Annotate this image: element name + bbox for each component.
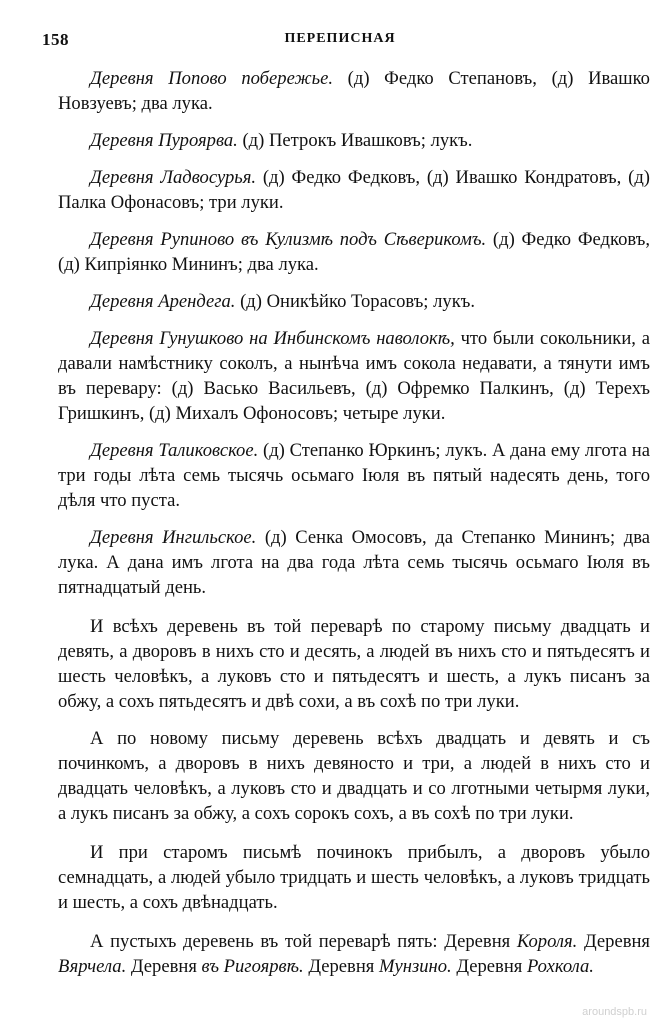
body-text xyxy=(58,66,650,991)
italic-text-segment: Деревня Попово побережье. xyxy=(90,68,334,89)
paragraph xyxy=(58,726,650,826)
text-segment: (д) Оникѣйко Торасовъ; лукъ. xyxy=(235,291,475,312)
paragraph xyxy=(58,289,650,314)
paragraph xyxy=(58,66,650,116)
text-segment: (д) Федко Степановъ, (д) Ивашко Новзуевъ; два лука. xyxy=(58,68,650,114)
paragraph xyxy=(58,525,650,600)
paragraph xyxy=(58,128,650,153)
italic-text-segment: Деревня Арендега. xyxy=(90,291,236,312)
italic-text-segment: Деревня Пуроярва. xyxy=(90,130,238,151)
page-number: 158 xyxy=(42,30,69,49)
text-segment: А по новому письму деревень всѣхъ двадцать и девять и съ починкомъ, а дворовъ в нихъ девяносто и три, а людей в нихъ сто и двадцать человѣкъ, а луковъ сто и двадцать и со лготными четырмя луки, а лукъ писанъ за обжу, а сохъ сорокъ сохъ, а въ сохѣ по три луки. xyxy=(58,728,650,824)
text-segment: И всѣхъ деревень въ той переварѣ по старому письму двадцать и девять, а дворовъ в нихъ сто и десять, а людей въ нихъ сто и пятьдесятъ и шесть человѣкъ, а луковъ сто и пятьдесятъ и шесть, а лукъ писанъ за обжу, а сохъ пятьдесятъ и двѣ сохи, а въ сохѣ по три луки. xyxy=(58,616,650,712)
text-segment: (д) Федко Федковъ, (д) Ивашко Кондратовъ, (д) Палка Офонасовъ; три луки. xyxy=(58,167,650,213)
text-segment: (д) Степанко Юркинъ; лукъ. А дана ему лгота на три годы лѣта семь тысячь осьмаго Іюля въ пятый надесять день, того дѣля что пуста. xyxy=(58,440,650,511)
text-segment: Деревня xyxy=(577,931,650,952)
paragraph xyxy=(58,929,650,979)
paragraph xyxy=(58,438,650,513)
text-segment: (д) Сенка Омосовъ, да Степанко Мининъ; два лука. А дана имъ лгота на два года лѣта семь тысячь осьмаго Іюля въ пятнадцатый день. xyxy=(58,527,650,598)
watermark: aroundspb.ru xyxy=(582,1006,647,1018)
paragraph xyxy=(58,165,650,215)
text-segment: Деревня xyxy=(303,956,379,977)
italic-text-segment: въ Ригоярвѣ. xyxy=(201,956,304,977)
italic-text-segment: Деревня Ладвосурья. xyxy=(90,167,257,188)
paragraph xyxy=(58,614,650,714)
text-segment: (д) Петрокъ Ивашковъ; лукъ. xyxy=(237,130,473,151)
paragraph xyxy=(58,840,650,915)
page-header xyxy=(40,30,640,54)
text-segment: А пустыхъ деревень въ той переварѣ пять: Деревня xyxy=(90,931,517,952)
text-segment: (д) Федко Федковъ, (д) Кипріянко Мининъ; два лука. xyxy=(58,229,650,275)
text-segment: Деревня xyxy=(126,956,202,977)
italic-text-segment: Короля. xyxy=(516,931,578,952)
text-segment: Деревня xyxy=(451,956,527,977)
text-segment: что были сокольники, а давали намѣстнику соколъ, а нынѣча имъ сокола недавати, а тянути имъ въ перевару: (д) Васько Васильевъ, (д) Офремко Палкинъ, (д) Терехъ Гришкинъ, (д) Михалъ Офоносовъ; четыре луки. xyxy=(58,328,650,424)
italic-text-segment: Деревня Таликовское. xyxy=(90,440,259,461)
italic-text-segment: Деревня Ингильское. xyxy=(90,527,257,548)
italic-text-segment: Мунзино. xyxy=(378,956,452,977)
italic-text-segment: Рохкола. xyxy=(526,956,594,977)
paragraph xyxy=(58,326,650,426)
italic-text-segment: Деревня Рупиново въ Кулизмѣ подъ Сѣверикомъ. xyxy=(90,229,487,250)
text-segment: И при старомъ письмѣ починокъ прибылъ, а дворовъ убыло семнадцать, а людей убыло тридцать и шесть человѣкъ, а луковъ тридцать и шесть, а сохъ двѣнадцать. xyxy=(58,842,650,913)
paragraph xyxy=(58,227,650,277)
italic-text-segment: Деревня Гунушково на Инбинскомъ наволокѣ, xyxy=(90,328,455,349)
italic-text-segment: Вярчела. xyxy=(58,956,127,977)
running-head: ПЕРЕПИСНАЯ xyxy=(284,31,396,46)
